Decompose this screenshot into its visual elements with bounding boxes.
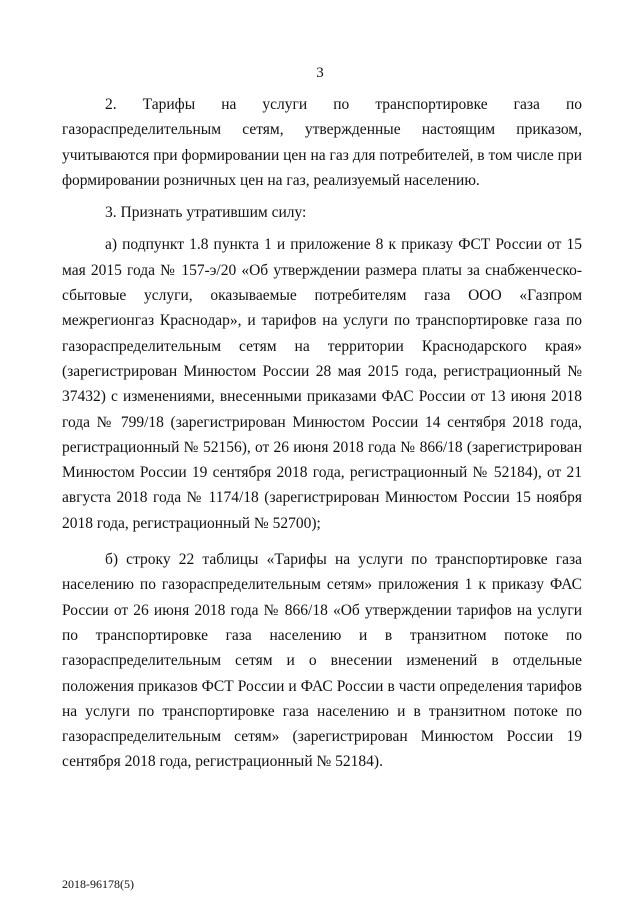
paragraph-tariffs-accounting: 2. Тарифы на услуги по транспортировке газа по газораспределительным сетям, утвержденные настоящим приказом, учитываются при формировании цен на газ для потребителей, в том числе при формировании розничных цен на газ, реализуемый населению. — [62, 96, 583, 189]
document-code: 2018-96178(5) — [62, 877, 134, 891]
paragraph-repeal-heading: 3. Признать утратившим силу: — [105, 204, 307, 222]
paragraph-repeal-item-a: а) подпункт 1.8 пункта 1 и приложение 8 к приказу ФСТ России от 15 мая 2015 года № 157-э/20 «Об утверждении размера платы за снабженческо-сбытовые услуги, оказываемые потребителям газа ООО «Газпром межрегионгаз Краснодар», и тарифов на услуги по транспортировке газа по газораспределительным сетям на территории Краснодарского края» (зарегистрирован Минюстом России 28 мая 2015 года, регистрационный № 37432) с изменениями, внесенными приказами ФАС России от 13 июня 2018 года № 799/18 (зарегистрирован Минюстом России 14 сентября 2018 года, регистрационный № 52156), от 26 июня 2018 года № 866/18 (зарегистрирован Минюстом России 19 сентября 2018 года, регистрационный № 52184), от 21 августа 2018 года № 1174/18 (зарегистрирован Минюстом России 15 ноября 2018 года, регистрационный № 52700); — [62, 236, 582, 532]
paragraph-repeal-item-b: б) строку 22 таблицы «Тарифы на услуги по транспортировке газа населению по газораспределительным сетям» приложения 1 к приказу ФАС России от 26 июня 2018 года № 866/18 «Об утверждении тарифов на услуги по транспортировке газа населению и в транзитном потоке по газораспределительным сетям и о внесении изменений в отдельные положения приказов ФСТ России и ФАС России в части определения тарифов на услуги по транспортировке газа населению и в транзитном потоке по газораспределительным сетям» (зарегистрирован Минюстом России 19 сентября 2018 года, регистрационный № 52184). — [62, 551, 582, 771]
document-body — [62, 92, 582, 775]
page-number: 3 — [316, 65, 324, 81]
